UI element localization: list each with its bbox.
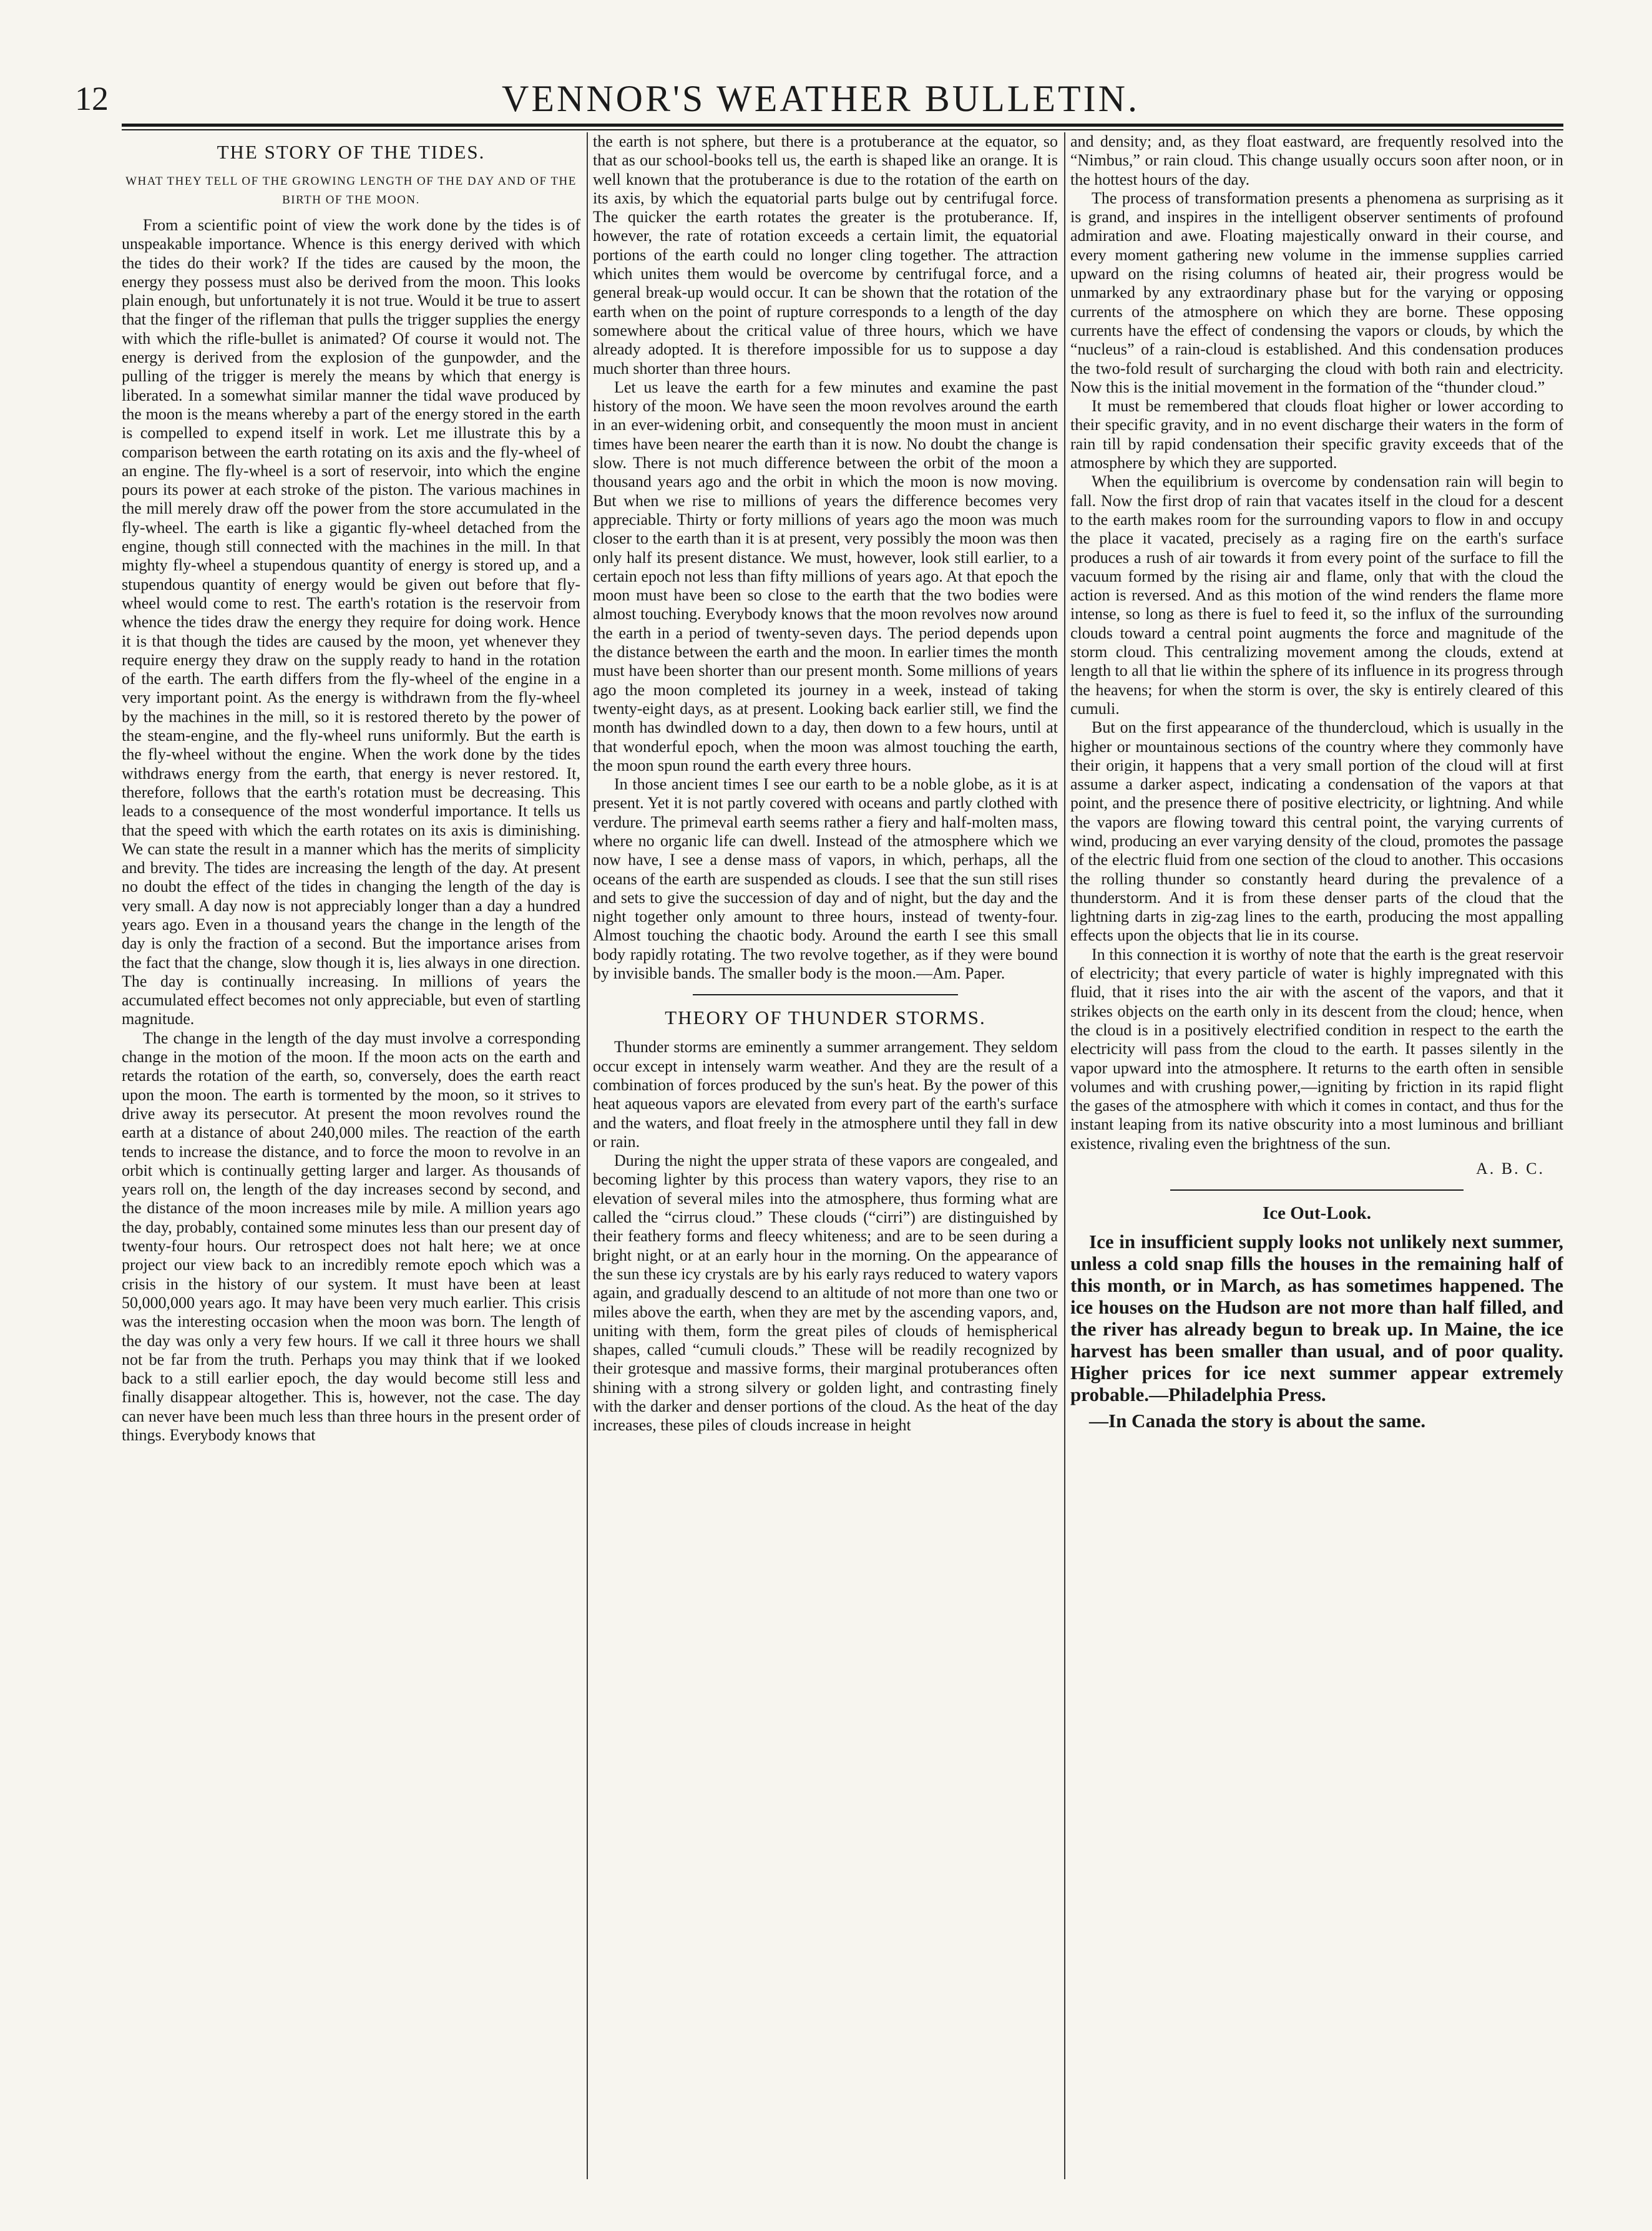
thunder-paragraph-1: Thunder storms are eminently a summer arrangement. They seldom occur except in intensely warm weather. And they are the result of a combination of forces produced by the sun's heat. By the power of this heat aqueous vapors are elevated from every part of the earth's surface and the waters, and float freely in the atmosphere until they fall in dew or rain. (593, 1038, 1058, 1151)
thunder-paragraph-7: But on the first appearance of the thundercloud, which is usually in the higher or mountainous sections of the country where they commonly have their origin, it happens that a very small portion of the cloud will at first assume a darker aspect, indicating a condensation of the vapors at that point, and the presence there of positive electricity, or lightning. And while the vapors are flowing toward this central point, the varying currents of wind, producing an ever varying density of the cloud, promotes the passage of the electric fluid from one section of the cloud to another. This occasions the rolling thunder so constantly heard during the prevalence of a thunderstorm. And it is from these denser parts of the cloud that the lightning darts in zig-zag lines to the earth, producing the most appalling effects upon the objects that lie in its course. (1070, 718, 1563, 945)
thunder-paragraph-5: It must be remembered that clouds float higher or lower according to their specific gravity, and in no event discharge their waters in the form of rain till by rapid condensation their specific gravity exceeds that of the atmosphere by which they are supported. (1070, 397, 1563, 472)
article-separator-2 (1170, 1189, 1464, 1191)
tides-paragraph-5: In those ancient times I see our earth to be a noble globe, as it is at present. Yet it is not partly covered with oceans and partly clothed with verdure. The primeval earth seems rather a fiery and half-molten mass, where no organic life can dwell. Instead of the atmosphere which we now have, I see a dense mass of vapors, in which, perhaps, all the oceans of the earth are suspended as clouds. I see that the sun still rises and sets to give the succession of day and of night, but the day and the night together only amount to three hours, instead of twenty-four. Almost touching the chaotic body. Around the earth I see this small body rapidly rotating. The two revolve together, as if they were bound by invisible bands. The smaller body is the moon.—Am. Paper. (593, 775, 1058, 983)
header-rule-thick (122, 124, 1563, 127)
page-header (75, 74, 1566, 124)
thunder-title: THEORY OF THUNDER STORMS. (665, 1007, 986, 1029)
thunder-paragraph-3: and density; and, as they float eastward, are frequently resolved into the “Nimbus,” or rain cloud. This change usually occurs soon after noon, or in the hottest hours of the day. (1070, 132, 1563, 188)
column-1 (122, 132, 580, 2185)
ice-article (1070, 1231, 1563, 1405)
thunder-paragraph-8: In this connection it is worthy of note that the earth is the great reservoir of electricity; that every particle of water is highly impregnated with this fluid, that it rises into the air with the ascent of the vapors, and that it strikes objects on the earth only in its descent from the cloud; hence, when the cloud is in a positively electrified condition in respect to the earth the electricity will pass from the cloud to the earth. It passes silently in the vapor upward into the atmosphere. It returns to the earth often in sensible volumes and with crushing power,—igniting by friction in its rapid flight the gases of the atmosphere with which it comes in contact, and thus for the instant leaping from its native obscurity into a most luminous and brilliant existence, rivaling even the brightness of the sun. (1070, 945, 1563, 1153)
column-3 (1070, 132, 1563, 2185)
thunder-paragraph-2: During the night the upper strata of these vapors are congealed, and becoming lighter by this process than watery vapors, they rise to an elevation of several miles into the atmosphere, thus forming what are called the “cirrus cloud.” These clouds (“cirri”) are distinguished by their feathery forms and fleecy whiteness; and are to be seen during a bright night, or at an early hour in the morning. On the appearance of the sun these icy crystals are by his early rays reduced to watery vapors again, and gradually descend to an altitude of not more than one two or miles above the earth, when they are met by the ascending vapors, and, uniting with them, form the great piles of clouds of hemispherical shapes, called “cumuli clouds.” These will be readily recognized by their grotesque and massive forms, their marginal protuberances often shining with a strong silvery or golden light, and contrasting finely with the darker and denser portions of the cloud. As the heat of the day increases, these piles of clouds increase in height (593, 1151, 1058, 1435)
ice-note: —In Canada the story is about the same. (1089, 1410, 1426, 1432)
ice-paragraph: Ice in insufficient supply looks not unlikely next summer, unless a cold snap fills the houses in the remaining half of this month, or in March, as has sometimes happened. The ice houses on the Hudson are not more than half filled, and the river has already begun to break up. In Maine, the ice harvest has been smaller than usual, and of poor quality. Higher prices for ice next summer appear extremely probable.—Philadelphia Press. (1070, 1231, 1563, 1406)
column-2 (593, 132, 1058, 2185)
tides-paragraph-1: From a scientific point of view the work done by the tides is of unspeakable importance. Whence is this energy derived with which the tides do their work? If the tides are caused by the moon, the energy they possess must also be derived from the moon. This looks plain enough, but unfortunately it is not true. Would it be true to assert that the finger of the rifleman that pulls the trigger supplies the energy with which the rifle-bullet is animated? Of course it would not. The energy is derived from the explosion of the gunpowder, and the pulling of the trigger is merely the means by which that energy is liberated. In a somewhat similar manner the tidal wave produced by the moon is the means whereby a part of the energy stored in the earth is compelled to expend itself in work. Let me illustrate this by a comparison between the earth rotating on its axis and the fly-wheel of an engine. The fly-wheel is a sort of reservoir, into which the engine pours its power at each stroke of the piston. The various machines in the mill merely draw off the power from the store accumulated in the fly-wheel. The earth is like a gigantic fly-wheel detached from the engine, though still connected with the machines in the mill. In that mighty fly-wheel a stupendous quantity of energy is stored up, and a stupendous quantity of energy would be given out before that fly-wheel would come to rest. The earth's rotation is the reservoir from whence the tides draw the energy they require for doing work. Hence it is that though the tides are caused by the moon, yet whenever they require energy they draw on the supply ready to hand in the rotation of the earth. The earth differs from the fly-wheel of the engine in a very important point. As the energy is withdrawn from the fly-wheel by the machines in the mill, so it is restored thereto by the power of the steam-engine, and the fly-wheel runs uniformly. But the earth is the fly-wheel without the engine. When the work done by the tides withdraws energy from the earth, that energy is never restored. It, therefore, follows that the earth's rotation must be decreasing. This leads to a consequence of the most wonderful importance. It tells us that the speed with which the earth rotates on its axis is diminishing. We can state the result in a manner which has the merits of simplicity and brevity. The tides are increasing the length of the day. At present no doubt the effect of the tides in changing the length of the day is very small. A day now is not appreciably longer than a day a hundred years ago. Even in a thousand years the change in the length of the day is only the fraction of a second. But the importance arises from the fact that the change, slow though it is, lies always in one direction. The day is continually increasing. In millions of years the accumulated effect becomes not only appreciable, but even of startling magnitude. (122, 216, 580, 1028)
page-number: 12 (75, 80, 109, 117)
tides-subtitle: WHAT THEY TELL OF THE GROWING LENGTH OF THE DAY AND OF THE BIRTH OF THE MOON. (125, 175, 577, 207)
article-separator (693, 994, 958, 995)
thunder-signature: A. B. C. (1476, 1159, 1545, 1178)
header-rule-thin (122, 129, 1563, 130)
tides-title: THE STORY OF THE TIDES. (217, 141, 486, 163)
thunder-paragraph-4: The process of transformation presents a phenomena as surprising as it is grand, and inspires in the intelligent observer sentiments of profound admiration and awe. Floating majestically onward in their course, and every moment gathering new volume in the immense supplies carried upward on the rising columns of heated air, their progress would be unmarked by any extraordinary phase but for the varying or opposing currents of the atmosphere on which they are borne. These opposing currents have the effect of condensing the vapors or clouds, by which the “nucleus” of a rain-cloud is established. And this condensation produces the two-fold result of surcharging the cloud with both rain and electricity. Now this is the initial movement in the formation of the “thunder cloud.” (1070, 188, 1563, 396)
tides-paragraph-2: The change in the length of the day must involve a corresponding change in the motion of the moon. If the moon acts on the earth and retards the rotation of the earth, so, conversely, does the earth react upon the moon. The earth is tormented by the moon, so it strives to drive away its persecutor. At present the moon revolves round the earth at a distance of about 240,000 miles. The reaction of the earth tends to increase the distance, and to force the moon to revolve in an orbit which is continually getting larger and larger. As thousands of years roll on, the length of the day increases second by second, and the distance of the moon increases mile by mile. A million years ago the day, probably, contained some minutes less than our present day of twenty-four hours. Our retrospect does not halt here; we at once project our view back to an incredibly remote epoch which was a crisis in the history of our system. It must have been at least 50,000,000 years ago. It may have been very much earlier. This crisis was the interesting occasion when the moon was born. The length of the day was only a very few hours. If we call it three hours we shall not be far from the truth. Perhaps you may think that if we looked back to a still earlier epoch, the day would become still less and finally disappear altogether. This is, however, not the case. The day can never have been much less than three hours in the present order of things. Everybody knows that (122, 1028, 580, 1444)
column-divider-2 (1064, 132, 1065, 2179)
tides-paragraph-4: Let us leave the earth for a few minutes and examine the past history of the moon. We have seen the moon revolves around the earth in an ever-widening orbit, and consequently the moon must in ancient times have been nearer the earth than it is now. No doubt the change is slow. There is not much difference between the orbit of the moon a thousand years ago and the orbit in which the moon is now moving. But when we rise to millions of years the difference becomes very appreciable. Thirty or forty millions of years ago the moon was much closer to the earth than it is at present, very possibly the moon was then only half its present distance. We must, however, look still earlier, to a certain epoch not less than fifty millions of years ago. At that epoch the moon must have been so close to the earth that the two bodies were almost touching. Everybody knows that the moon revolves now around the earth in a period of twenty-seven days. The period depends upon the distance between the earth and the moon. In earlier times the month must have been shorter than our present month. Some millions of years ago the moon completed its journey in a week, instead of taking twenty-eight days, as at present. Looking back earlier still, we find the month has dwindled down to a day, then down to a few hours, until at that wonderful epoch, when the moon was almost touching the earth, the moon spun round the earth every three hours. (593, 378, 1058, 774)
masthead: VENNOR'S WEATHER BULLETIN. (502, 78, 1140, 119)
tides-paragraph-3: the earth is not sphere, but there is a protuberance at the equator, so that as our school-books tell us, the earth is shaped like an orange. It is well known that the protuberance is due to the rotation of the earth on its axis, by which the equatorial parts bulge out by centrifugal force. The quicker the earth rotates the greater is the protuberance. If, however, the rate of rotation exceeds a certain limit, the equatorial portions of the earth could no longer cling together. The attraction which unites them would be overcome by centrifugal force, and a general break-up would occur. It can be shown that the rotation of the earth when on the point of rupture corresponds to a length of the day somewhere about the critical value of three hours, which we have already adopted. It is therefore impossible for us to suppose a day much shorter than three hours. (593, 132, 1058, 378)
thunder-paragraph-6: When the equilibrium is overcome by condensation rain will begin to fall. Now the first drop of rain that vacates itself in the cloud for a descent to the earth makes room for the surrounding vapors to flow in and occupy the place it vacated, precisely as a raging fire on the earth's surface produces a rush of air towards it from every point of the surface to fill the vacuum formed by the rising air and flame, only that with the cloud the action is reversed. And as this motion of the wind renders the flame more intense, so long as there is fuel to feed it, so the influx of the surrounding clouds toward a central point augments the force and magnitude of the storm cloud. This centralizing movement among the clouds, extend at length to all that lie within the sphere of its influence in its progress through the heavens; for when the storm is over, the sky is entirely cleared of this cumuli. (1070, 472, 1563, 718)
column-divider-1 (587, 132, 588, 2179)
ice-title: Ice Out-Look. (1263, 1203, 1371, 1224)
